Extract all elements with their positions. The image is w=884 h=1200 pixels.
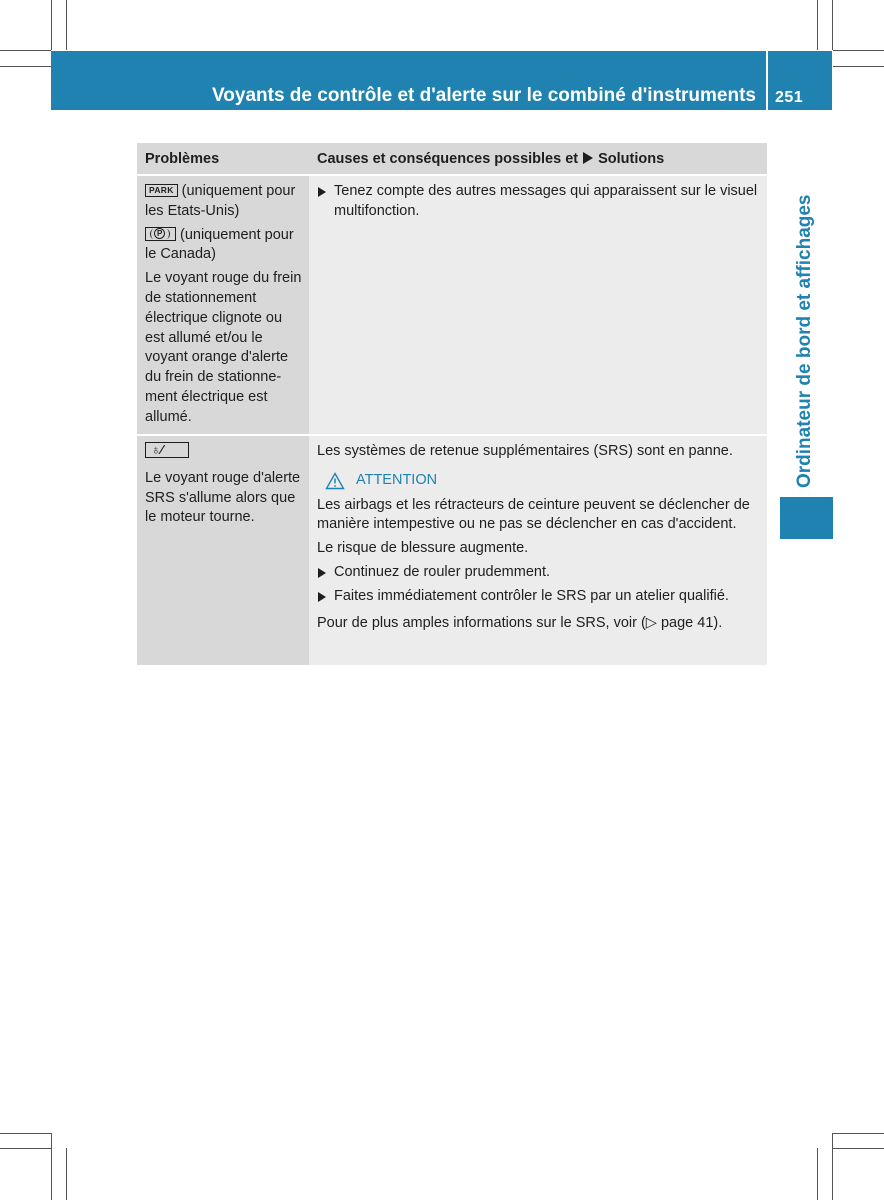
crop-mark (817, 0, 818, 50)
problem-description: Le voyant rouge d'alerte SRS s'allume alors que le moteur tourne. (145, 469, 301, 526)
warning-triangle-icon (325, 472, 345, 490)
problem-cell (137, 176, 309, 434)
solution-text: Tenez compte des autres messages qui apparaissent sur le visuel multifonction. (334, 183, 758, 219)
page-number: 251 (775, 89, 804, 106)
p-note-line (145, 226, 305, 266)
park-note: (uniquement pour les Etats-Unis) (145, 183, 296, 219)
more-info-link[interactable]: Pour de plus amples informations sur le SRS, voir (▷ page 41). (317, 614, 723, 631)
table-row (137, 176, 767, 436)
crop-mark (66, 1148, 67, 1200)
crop-mark (51, 1133, 52, 1200)
airbag-warning-icon: ♁∕ (145, 442, 189, 458)
list-item (317, 587, 759, 607)
list-item (317, 182, 759, 222)
action-text: Faites immédiatement contrôler le SRS par un atelier qualifié. (334, 587, 729, 604)
page-header (51, 51, 766, 110)
crop-mark (833, 1148, 884, 1149)
page-title: Voyants de contrôle et d'alerte sur le combiné d'instruments (212, 85, 756, 106)
header-problems: Problèmes (145, 151, 220, 167)
crop-mark (833, 66, 884, 67)
attention-label: ATTENTION (356, 471, 438, 488)
problem-cell (137, 436, 309, 665)
crop-mark (0, 50, 51, 51)
solution-cell (309, 176, 767, 434)
p-note: (uniquement pour le Canada) (145, 226, 294, 263)
more-info-text (317, 614, 759, 634)
crop-mark (0, 1133, 51, 1134)
table-header (137, 143, 767, 176)
arrow-right-icon (583, 152, 593, 164)
problems-table (137, 143, 767, 667)
header-causes (309, 143, 767, 174)
bullet-arrow-icon (318, 187, 326, 197)
chapter-tab-marker (780, 497, 833, 539)
crop-mark (832, 0, 833, 50)
crop-mark (832, 1133, 833, 1200)
parking-brake-circle-icon: P (145, 227, 176, 241)
header-causes-label: Causes et conséquences possibles et (317, 151, 579, 167)
list-item (317, 563, 759, 583)
srs-intro: Les systèmes de retenue supplémentaires (SRS) sont en panne. (317, 443, 733, 459)
problem-description: Le voyant rouge du frein de stationnement électrique clignote ou est allumé et/ou le voyant orange d'alerte du frein de stationnement électrique est allumé. (145, 270, 302, 425)
risk-text: Le risque de blessure augmente. (317, 540, 529, 557)
attention-heading (317, 471, 759, 491)
park-note-line (145, 182, 305, 222)
crop-mark (0, 66, 51, 67)
page-number-box (768, 51, 832, 110)
warning-text: Les airbags et les rétracteurs de ceinture peuvent se déclencher de manière intempestive ou ne pas se déclencher en cas d'accident. (317, 496, 750, 533)
bullet-arrow-icon (318, 592, 326, 602)
table-row (137, 436, 767, 667)
header-solutions-label: Solutions (598, 151, 665, 167)
crop-mark (0, 1148, 51, 1149)
crop-mark (833, 50, 884, 51)
chapter-tab-label: Ordinateur de bord et affichages (794, 194, 815, 488)
bullet-arrow-icon (318, 568, 326, 578)
crop-mark (833, 1133, 884, 1134)
crop-mark (66, 0, 67, 50)
action-text: Continuez de rouler prudemment. (334, 563, 551, 580)
solution-cell (309, 436, 767, 665)
crop-mark (51, 0, 52, 50)
srs-icon-line (145, 442, 305, 465)
crop-mark (817, 1148, 818, 1200)
park-brake-icon: PARK (145, 184, 178, 197)
